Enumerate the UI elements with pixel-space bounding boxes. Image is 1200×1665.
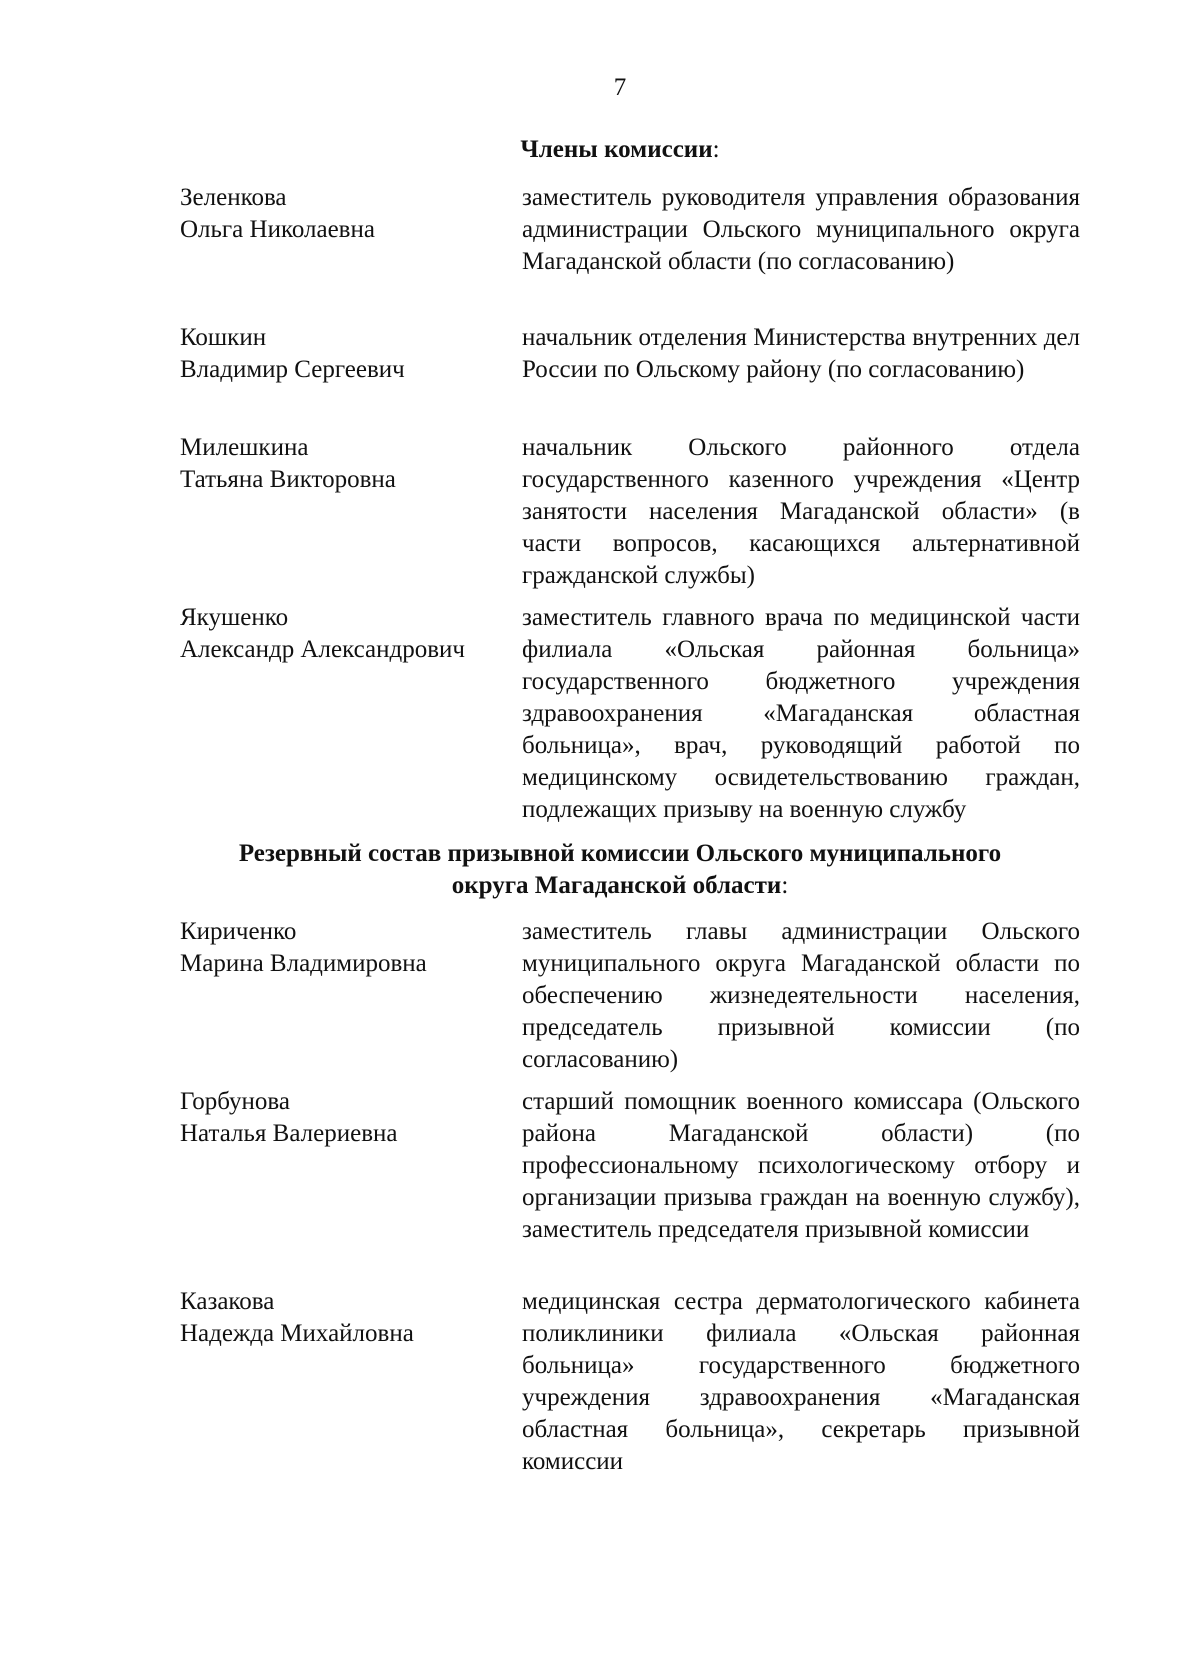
member-surname: Кириченко xyxy=(180,918,297,945)
page-number: 7 xyxy=(613,74,627,101)
member-surname: Казакова xyxy=(180,1288,275,1315)
reserve-heading-line: Резервный состав призывной комиссии Ольского муниципального xyxy=(238,840,1002,867)
heading-colon: : xyxy=(781,872,789,899)
member-role: старший помощник военного комиссара (Ольского района Магаданской области) (по профессиональному психологическому отбору и организации призыва граждан на военную службу), заместитель председателя призывной комиссии xyxy=(522,1088,1080,1243)
members-heading-text: Члены комиссии xyxy=(520,136,713,163)
member-given-names: Ольга Николаевна xyxy=(180,216,375,243)
member-name xyxy=(180,322,510,386)
member-surname: Якушенко xyxy=(180,604,289,631)
reserve-heading-line xyxy=(160,870,1080,902)
member-role: заместитель руководителя управления образования администрации Ольского муниципального округа Магаданской области (по согласованию) xyxy=(522,184,1080,275)
member-surname: Кошкин xyxy=(180,324,267,351)
member-given-names: Александр Александрович xyxy=(180,636,465,663)
member-role: заместитель главы администрации Ольского муниципального округа Магаданской области по обеспечению жизнедеятельности населения, председатель призывной комиссии (по согласованию) xyxy=(522,918,1080,1073)
member-role: заместитель главного врача по медицинской части филиала «Ольская районная больница» государственного бюджетного учреждения здравоохранения «Магаданская областная больница», врач, руководящий работой по медицинскому освидетельствованию граждан, подлежащих призыву на военную службу xyxy=(522,604,1080,823)
heading-colon: : xyxy=(712,136,720,163)
reserve-heading xyxy=(160,838,1080,902)
reserve-heading-text: округа Магаданской области xyxy=(451,872,782,899)
member-name xyxy=(180,1286,510,1350)
member-name xyxy=(180,916,510,980)
member-name xyxy=(180,432,510,496)
member-role: начальник Ольского районного отдела государственного казенного учреждения «Центр занятости населения Магаданской области» (в части вопросов, касающихся альтернативной гражданской службы) xyxy=(522,434,1080,589)
member-surname: Зеленкова xyxy=(180,184,287,211)
member-role: начальник отделения Министерства внутренних дел России по Ольскому району (по согласованию) xyxy=(522,324,1080,383)
member-given-names: Наталья Валериевна xyxy=(180,1120,398,1147)
member-given-names: Марина Владимировна xyxy=(180,950,427,977)
member-given-names: Владимир Сергеевич xyxy=(180,356,405,383)
member-surname: Милешкина xyxy=(180,434,309,461)
member-given-names: Татьяна Викторовна xyxy=(180,466,396,493)
members-heading xyxy=(160,134,1080,166)
member-name xyxy=(180,1086,510,1150)
member-name xyxy=(180,182,510,246)
member-surname: Горбунова xyxy=(180,1088,290,1115)
member-name xyxy=(180,602,510,666)
member-role: медицинская сестра дерматологического кабинета поликлиники филиала «Ольская районная больница» государственного бюджетного учреждения здравоохранения «Магаданская областная больница», секретарь призывной комиссии xyxy=(522,1288,1080,1475)
member-given-names: Надежда Михайловна xyxy=(180,1320,414,1347)
